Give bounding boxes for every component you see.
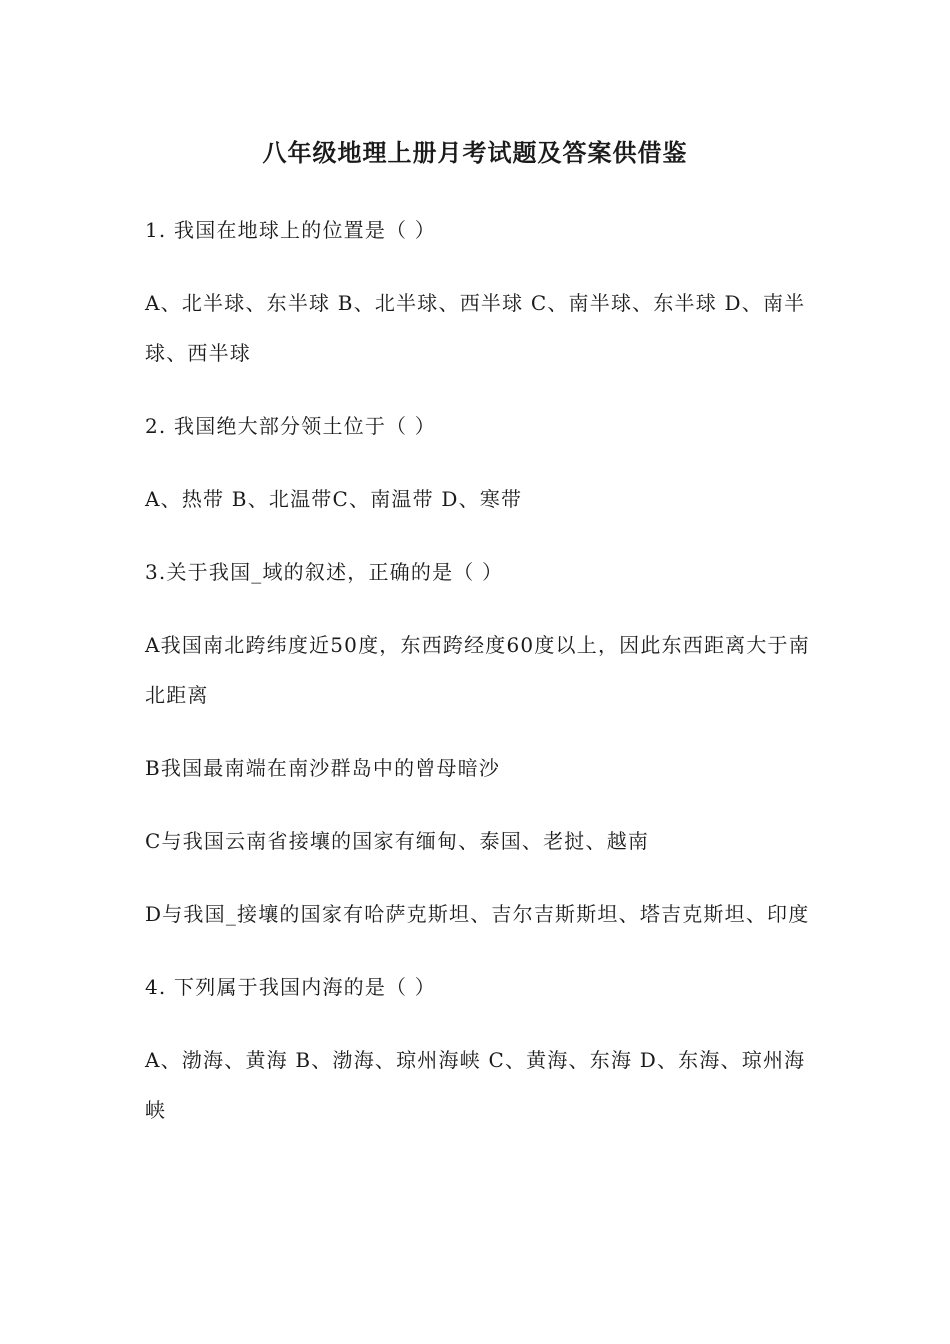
question-2-stem: 2. 我国绝大部分领土位于（ ） [145, 414, 436, 438]
question-3-option-d: D与我国_接壤的国家有哈萨克斯坦、吉尔吉斯斯坦、塔吉克斯坦、印度 [145, 902, 810, 926]
question-3-option-b: B我国最南端在南沙群岛中的曾母暗沙 [145, 756, 501, 780]
question-3-stem: 3.关于我国_域的叙述，正确的是（ ） [145, 560, 504, 584]
document-title: 八年级地理上册月考试题及答案供借鉴 [262, 138, 688, 167]
question-3-option-c: C与我国云南省接壤的国家有缅甸、泰国、老挝、越南 [145, 829, 650, 853]
question-3-option-a: A我国南北跨纬度近50度，东西跨经度60度以上，因此东西距离大于南北距离 [145, 633, 810, 707]
question-4-stem: 4. 下列属于我国内海的是（ ） [145, 975, 436, 999]
question-4-options: A、渤海、黄海 B、渤海、琼州海峡 C、黄海、东海 D、东海、琼州海峡 [145, 1048, 806, 1122]
question-2-options: A、热带 B、北温带C、南温带 D、寒带 [145, 487, 523, 511]
document-body [145, 205, 810, 1135]
question-1-stem: 1. 我国在地球上的位置是（ ） [145, 218, 436, 242]
question-1-options: A、北半球、东半球 B、北半球、西半球 C、南半球、东半球 D、南半球、西半球 [145, 291, 806, 365]
